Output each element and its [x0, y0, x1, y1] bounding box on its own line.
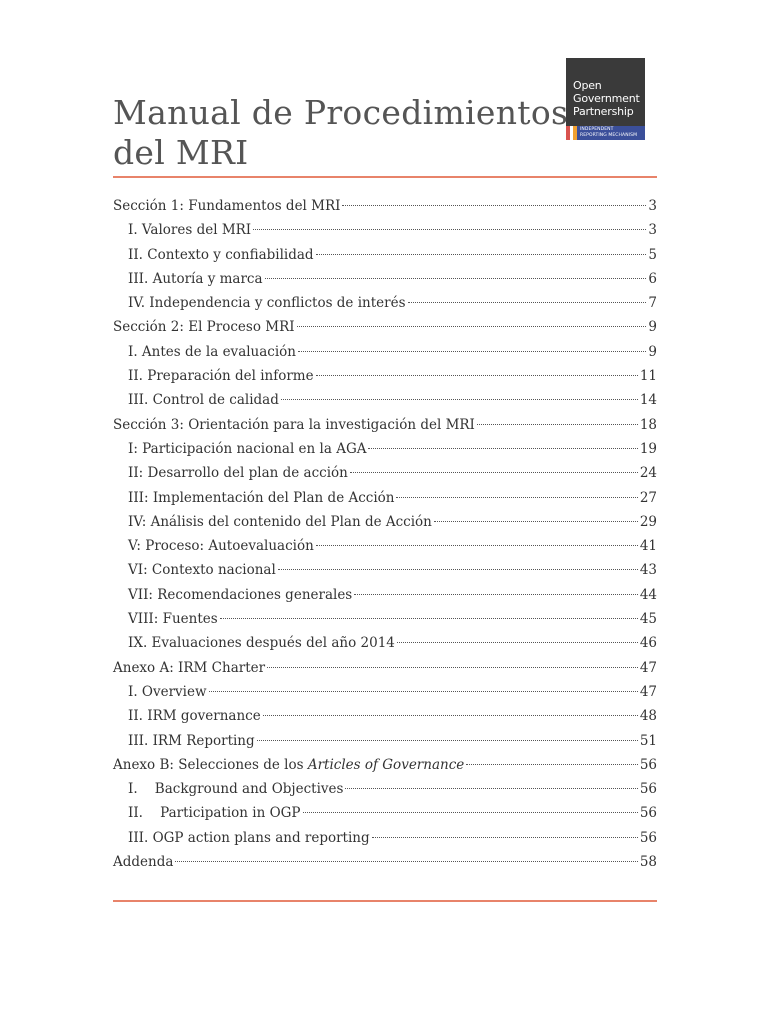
toc-dot-leader [316, 254, 647, 255]
toc-entry-label-text: Addenda [113, 854, 174, 871]
toc-entry-label [128, 631, 395, 655]
toc-dot-leader [350, 472, 638, 473]
toc-entry[interactable] [113, 194, 657, 218]
toc-entry-label [113, 850, 173, 874]
toc-entry-label [128, 729, 255, 753]
toc-dot-leader [397, 642, 638, 643]
toc-entry-label [128, 558, 276, 582]
toc-entry-label-text: II. Participation in OGP [128, 805, 301, 822]
logo-line-3: Partnership [573, 105, 634, 118]
title-divider [113, 176, 657, 178]
toc-entry-label [128, 218, 251, 242]
toc-entry-label-text: I. Valores del MRI [128, 222, 252, 239]
toc-entry-label-text: Sección 2: El Proceso MRI [113, 319, 295, 336]
toc-dot-leader [396, 497, 637, 498]
toc-entry-label-text: II. Contexto y confiabilidad [128, 246, 314, 263]
toc-dot-leader [209, 691, 638, 692]
toc-dot-leader [220, 618, 638, 619]
toc-entry-page: 9 [648, 319, 657, 336]
toc-dot-leader [281, 399, 638, 400]
toc-entry-page: 47 [639, 659, 657, 676]
toc-entry-label-text: VIII: Fuentes [128, 611, 218, 628]
toc-entry-page: 27 [639, 489, 657, 506]
toc-entry-label-text: VI: Contexto nacional [128, 562, 276, 579]
toc-entry-label-text: III. Autoría y marca [128, 270, 263, 287]
toc-entry[interactable] [113, 801, 657, 825]
toc-entry-page: 5 [648, 246, 657, 263]
ogp-logo [566, 58, 645, 140]
toc-entry-page: 3 [648, 198, 657, 214]
toc-entry-label [128, 777, 343, 801]
toc-entry[interactable] [113, 364, 657, 388]
toc-entry-label [128, 680, 207, 704]
toc-dot-leader [342, 205, 646, 206]
toc-entry-page: 56 [639, 756, 657, 773]
page-title [113, 93, 568, 173]
toc-entry-label-text: IX. Evaluaciones después del año 2014 [128, 635, 395, 652]
logo-subtitle-line-1: INDEPENDENT [580, 127, 614, 132]
toc-entry[interactable] [113, 437, 657, 461]
toc-entry-label-text: III. IRM Reporting [128, 732, 255, 749]
toc-entry[interactable] [113, 534, 657, 558]
toc-entry-label [128, 291, 406, 315]
toc-entry[interactable] [113, 267, 657, 291]
toc-entry-label-text: I. Background and Objectives [128, 781, 344, 798]
toc-entry-label-text: III. OGP action plans and reporting [128, 829, 370, 846]
toc-dot-leader [253, 229, 646, 230]
toc-dot-leader [298, 351, 646, 352]
toc-dot-leader [316, 545, 638, 546]
toc-entry-label-text: II. IRM governance [128, 708, 261, 725]
toc-entry-label [128, 340, 296, 364]
toc-entry-label [113, 656, 265, 680]
toc-dot-leader [278, 569, 638, 570]
logo-line-1: Open [573, 79, 602, 92]
toc-entry-page: 24 [639, 465, 657, 482]
toc-entry-label [113, 194, 340, 218]
toc-entry-label-text: II. Preparación del informe [128, 368, 314, 385]
toc-entry-label-text: III. Control de calidad [128, 392, 279, 409]
toc-entry[interactable] [113, 388, 657, 412]
toc-entry[interactable] [113, 850, 657, 874]
toc-entry[interactable] [113, 777, 657, 801]
toc-entry-label-text: Sección 1: Fundamentos del MRI [113, 198, 341, 214]
toc-dot-leader [345, 788, 637, 789]
toc-dot-leader [265, 278, 647, 279]
toc-entry-page: 43 [639, 562, 657, 579]
toc-entry[interactable] [113, 607, 657, 631]
toc-entry-page: 29 [639, 513, 657, 530]
toc-entry[interactable] [113, 486, 657, 510]
toc-dot-leader [372, 837, 638, 838]
toc-entry-label-text: I. Overview [128, 683, 207, 700]
logo-subtitle-line-2: REPORTING MECHANISM [580, 132, 638, 138]
toc-entry[interactable] [113, 583, 657, 607]
toc-entry-label [128, 243, 314, 267]
toc-entry-page: 56 [639, 829, 657, 846]
toc-dot-leader [408, 302, 647, 303]
toc-entry[interactable] [113, 704, 657, 728]
logo-subtitle-strip [577, 126, 645, 140]
toc-entry-label-italic: Articles of Governance [307, 756, 465, 773]
toc-dot-leader [297, 326, 647, 327]
toc-entry[interactable] [113, 826, 657, 850]
toc-entry[interactable] [113, 218, 657, 242]
toc-entry-label [128, 364, 314, 388]
toc-entry-page: 47 [639, 683, 657, 700]
toc-dot-leader [263, 715, 638, 716]
toc-entry[interactable] [113, 243, 657, 267]
toc-entry[interactable] [113, 753, 657, 777]
toc-entry-label [128, 534, 314, 558]
toc-entry-label [128, 826, 370, 850]
toc-entry-label [128, 583, 352, 607]
toc-entry-label [128, 607, 218, 631]
toc-entry-label-text: I: Participación nacional en la AGA [128, 440, 367, 457]
toc-entry-label [113, 753, 464, 777]
toc-dot-leader [316, 375, 638, 376]
toc-entry-label-text: II: Desarrollo del plan de acción [128, 465, 348, 482]
toc-entry-page: 56 [639, 805, 657, 822]
toc-entry-label [128, 510, 432, 534]
page-title-line-1: Manual de Procedimientos [113, 93, 569, 132]
toc-entry-page: 56 [639, 781, 657, 798]
toc-entry-page: 48 [639, 708, 657, 725]
toc-entry-label-text: I. Antes de la evaluación [128, 343, 296, 360]
toc-entry-label-text: IV: Análisis del contenido del Plan de Acción [128, 513, 432, 530]
toc-entry-label [113, 315, 295, 339]
toc-entry[interactable] [113, 631, 657, 655]
toc-entry[interactable] [113, 680, 657, 704]
toc-entry-page: 51 [639, 732, 657, 749]
toc-entry-label [128, 704, 261, 728]
toc-entry-page: 44 [639, 586, 657, 603]
toc-entry[interactable] [113, 656, 657, 680]
toc-entry-page: 3 [648, 222, 657, 239]
toc-entry-page: 9 [648, 343, 657, 360]
footer-divider [113, 900, 657, 902]
table-of-contents [113, 194, 657, 874]
toc-entry-page: 6 [648, 270, 657, 287]
toc-entry-label [128, 801, 301, 825]
toc-entry-label [128, 461, 348, 485]
toc-entry-label [128, 486, 394, 510]
toc-entry-label-text: Sección 3: Orientación para la investigación del MRI [113, 416, 475, 433]
toc-entry-label-text: Anexo A: IRM Charter [113, 659, 266, 676]
toc-dot-leader [466, 764, 638, 765]
toc-entry-page: 19 [639, 440, 657, 457]
toc-entry[interactable] [113, 315, 657, 339]
toc-dot-leader [267, 667, 638, 668]
toc-entry[interactable] [113, 461, 657, 485]
toc-entry-label [113, 413, 475, 437]
toc-entry[interactable] [113, 413, 657, 437]
toc-entry[interactable] [113, 729, 657, 753]
toc-entry-page: 14 [639, 392, 657, 409]
toc-entry-page: 11 [639, 368, 657, 385]
toc-entry-label [128, 388, 279, 412]
toc-entry[interactable] [113, 291, 657, 315]
toc-entry-label-text: III: Implementación del Plan de Acción [128, 489, 395, 506]
toc-dot-leader [477, 424, 638, 425]
toc-entry-page: 7 [648, 295, 657, 312]
toc-dot-leader [175, 861, 637, 862]
toc-entry-label-text: IV. Independencia y conflictos de interés [128, 295, 406, 312]
toc-entry-label-text: Anexo B: Selecciones de los [113, 756, 308, 773]
toc-entry-label [128, 267, 263, 291]
toc-entry-page: 46 [639, 635, 657, 652]
page-title-line-2: del MRI [113, 133, 249, 172]
toc-dot-leader [354, 594, 638, 595]
toc-entry-page: 41 [639, 538, 657, 555]
toc-entry[interactable] [113, 340, 657, 364]
toc-dot-leader [303, 812, 638, 813]
toc-entry[interactable] [113, 558, 657, 582]
toc-entry-label [128, 437, 366, 461]
toc-entry-label-text: VII: Recomendaciones generales [128, 586, 353, 603]
toc-entry-page: 58 [639, 854, 657, 871]
toc-dot-leader [434, 521, 638, 522]
toc-dot-leader [257, 740, 638, 741]
logo-line-2: Government [573, 92, 640, 105]
toc-entry[interactable] [113, 510, 657, 534]
toc-entry-label-text: V: Proceso: Autoevaluación [128, 538, 314, 555]
toc-entry-page: 18 [639, 416, 657, 433]
logo-band [566, 126, 645, 140]
toc-entry-page: 45 [639, 611, 657, 628]
toc-dot-leader [368, 448, 637, 449]
